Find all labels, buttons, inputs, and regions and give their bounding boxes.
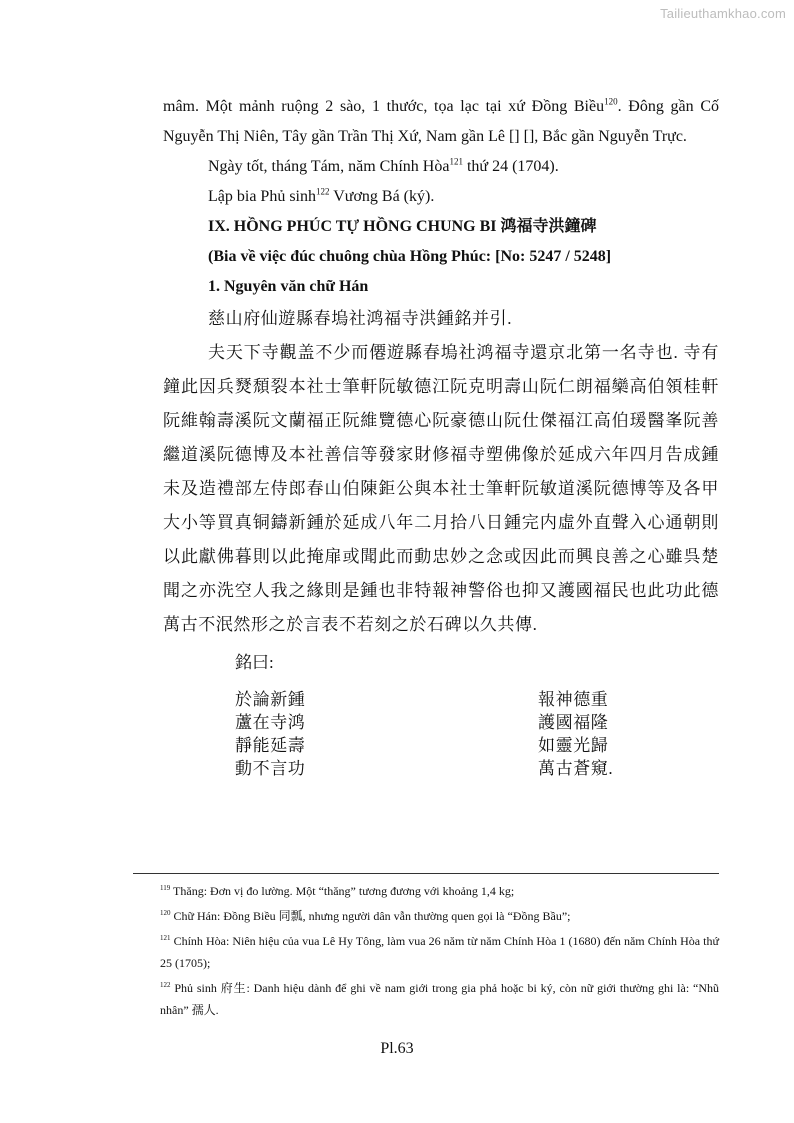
intro-text-b: . Đông gần Cố Nguyễn Thị Niên, Tây gần Trần Thị Xứ, Nam gần Lê [] [], Bắc gần Nguyễn Trực.: [163, 98, 719, 145]
footnote-ref-121[interactable]: 121: [449, 156, 463, 167]
han-title: 慈山府仙遊縣春塢社鸿福寺洪鍾銘并引.: [208, 309, 513, 328]
footnote-ref-120[interactable]: 120: [604, 96, 618, 107]
poem-line: 蘆在寺鸿: [235, 713, 306, 732]
poem-line: 靜能延壽: [235, 736, 306, 755]
poem-line: 報神德重: [538, 690, 609, 709]
intro-paragraph: [163, 92, 719, 152]
date-line-text-a: Ngày tốt, tháng Tám, năm Chính Hòa: [208, 158, 450, 175]
poem-left-column: [235, 688, 305, 780]
footnote-text: Phủ sinh 府生: Danh hiệu dành để ghi về nam giới trong gia phả hoặc bi ký, còn nữ giới thường ghi là: “Nhũ nhân” 孺人.: [160, 981, 719, 1017]
footnote-122: [160, 977, 719, 1021]
subsection-title: 1. Nguyên văn chữ Hán: [208, 278, 369, 295]
poem-line: 如靈光歸: [538, 736, 609, 755]
date-line: [163, 152, 719, 182]
footnote-number: 121: [160, 934, 171, 942]
footnote-divider: [133, 873, 719, 874]
han-body: 夫天下寺觀盖不少而僊遊縣春塢社鸿福寺還京北第一名寺也. 寺有鐘此因兵燹頹裂本社士筆軒阮敏德江阮克明壽山阮仁朗福欒高伯領桂軒阮維翰壽溪阮文蘭福正阮維覽德心阮豪德山阮仕傑福江高伯瑗醫峯阮善繼道溪阮德博及本社善信等發家財修福寺塑佛像於延成六年四月告成鍾未及造禮部左侍郎春山伯陳鉅公與本社士筆軒阮敏道溪阮德博等及各甲大小等買真铜鑄新鍾於延成八年二月拾八日鍾完内虛外直聲入心通朝則以此獻佛暮則以此掩扉或聞此而動忠妙之念或因此而興良善之心雖呉楚聞之亦洗空人我之緣則是鍾也非特報神警俗也抑又護國福民也此功此德萬古不泯然形之於言表不若刻之於石碑以久共傳.: [163, 343, 719, 634]
poem-line: 護國福隆: [538, 713, 609, 732]
footnote-number: 120: [160, 909, 171, 917]
footnote-number: 122: [160, 981, 171, 989]
footnote-120: [160, 905, 719, 927]
footnote-119: [160, 880, 719, 902]
stele-line-text-b: Vương Bá (ký).: [329, 188, 435, 205]
footnote-text: Thăng: Đơn vị đo lường. Một “thăng” tương đương với khoảng 1,4 kg;: [173, 884, 515, 898]
section-subtitle: (Bia về việc đúc chuông chùa Hồng Phúc: [No: 5247 / 5248]: [208, 248, 612, 265]
page-number: Pl.63: [380, 1040, 414, 1057]
footnote-text: Chữ Hán: Đồng Biều 同瓢, nhưng người dân vẫn thường quen gọi là “Đồng Bầu”;: [173, 909, 571, 923]
poem-right-column: [538, 688, 613, 780]
footnotes: [160, 880, 719, 1024]
date-line-text-b: thứ 24 (1704).: [462, 158, 559, 175]
footnote-121: [160, 930, 719, 974]
poem-title: 銘曰:: [235, 653, 274, 672]
section-title: IX. HỒNG PHÚC TỰ HỒNG CHUNG BI 鸿福寺洪鐘碑: [208, 218, 597, 235]
watermark: Tailieuthamkhao.com: [660, 6, 786, 21]
footnote-number: 119: [160, 884, 171, 892]
poem: [163, 688, 719, 784]
stele-line-text-a: Lập bia Phủ sinh: [208, 188, 316, 205]
page-body: [163, 92, 719, 784]
footnote-ref-122[interactable]: 122: [316, 186, 330, 197]
footnote-text: Chính Hòa: Niên hiệu của vua Lê Hy Tông, làm vua 26 năm từ năm Chính Hòa 1 (1680) đến năm Chính Hòa thứ 25 (1705);: [160, 934, 719, 970]
poem-line: 萬古蒼窺.: [538, 759, 614, 778]
poem-line: 動不言功: [235, 759, 306, 778]
stele-line: [163, 182, 719, 212]
intro-text-a: mâm. Một mảnh ruộng 2 sào, 1 thước, tọa lạc tại xứ Đồng Biều: [163, 98, 605, 115]
poem-line: 於論新鍾: [235, 690, 306, 709]
